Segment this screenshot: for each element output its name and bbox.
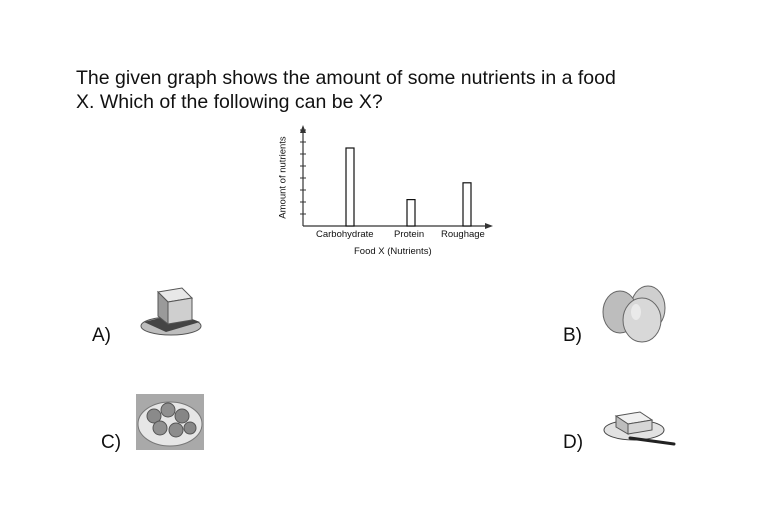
option-a-label[interactable]: A) xyxy=(92,325,111,346)
category-label-roughage: Roughage xyxy=(441,229,485,240)
option-c-label[interactable]: C) xyxy=(101,432,122,453)
nutrient-bar-chart xyxy=(270,122,510,262)
fruit-plate-icon[interactable] xyxy=(136,394,204,450)
bar-protein xyxy=(407,200,415,226)
option-b-label[interactable]: B) xyxy=(563,325,582,346)
chart-canvas xyxy=(270,122,510,262)
y-axis-arrow xyxy=(300,125,306,133)
question-text xyxy=(76,66,716,114)
bar-roughage xyxy=(463,183,471,226)
cheese-icon[interactable] xyxy=(136,282,206,342)
category-label-protein: Protein xyxy=(394,229,425,240)
y-axis-label: Amount of nutrients xyxy=(277,136,289,219)
eggs-icon[interactable] xyxy=(598,282,676,344)
butter-dish-icon[interactable] xyxy=(600,400,676,446)
x-axis-arrow xyxy=(485,223,493,229)
option-d-label[interactable]: D) xyxy=(563,432,584,453)
question-line-1: The given graph shows the amount of some nutrients in a food xyxy=(76,67,616,89)
category-label-carbohydrate: Carbohydrate xyxy=(316,229,374,240)
bar-carbohydrate xyxy=(346,148,354,226)
question-line-2: X. Which of the following can be X? xyxy=(76,91,383,113)
x-axis-label: Food X (Nutrients) xyxy=(354,246,432,257)
